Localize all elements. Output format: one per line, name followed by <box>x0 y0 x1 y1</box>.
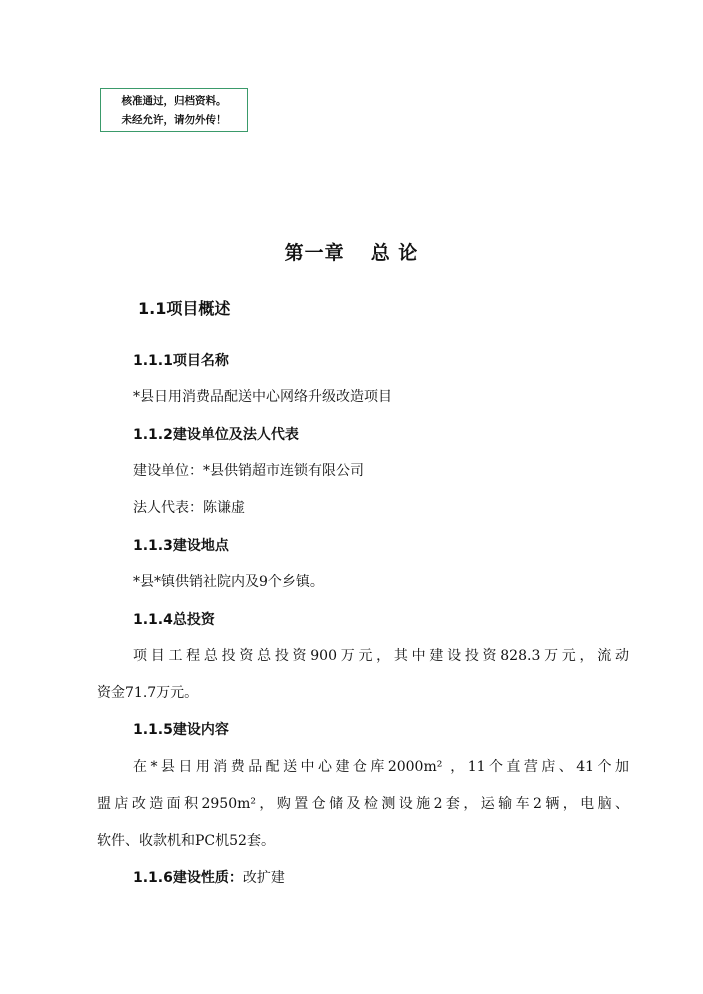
stamp-line-1: 核准通过，归档资料。 <box>121 95 227 107</box>
stamp-line-2: 未经允许，请勿外传！ <box>121 114 227 126</box>
location-text: *县*镇供销社院内及9个乡镇。 <box>133 574 324 590</box>
construction-unit-text: 建设单位：*县供销超市连锁有限公司 <box>133 463 364 479</box>
chapter-title <box>0 238 703 265</box>
project-name-text: *县日用消费品配送中心网络升级改造项目 <box>133 389 392 405</box>
construction-nature-value: 改扩建 <box>242 870 285 886</box>
content-line-1: 在*县日用消费品配送中心建仓库2000m² ，11个直营店、41个加 <box>133 759 629 775</box>
heading-1-1-6: 1.1.6建设性质： <box>133 870 243 886</box>
content-line-2: 盟店改造面积2950m²，购置仓储及检测设施2套，运输车2辆，电脑、 <box>97 796 629 812</box>
approval-stamp <box>100 88 248 132</box>
heading-1-1-5: 1.1.5建设内容 <box>133 722 229 738</box>
chapter-name: 总 论 <box>370 242 419 264</box>
heading-1-1-1: 1.1.1项目名称 <box>133 353 229 369</box>
content-line-3: 软件、收款机和PC机52套。 <box>97 833 275 849</box>
nature-line <box>133 867 285 887</box>
chapter-number: 第一章 <box>284 242 345 264</box>
section-heading: 1.1项目概述 <box>138 299 231 318</box>
investment-line-1: 项目工程总投资总投资900万元，其中建设投资828.3万元，流动 <box>133 648 629 664</box>
investment-line-2: 资金71.7万元。 <box>97 685 199 701</box>
legal-rep-text: 法人代表：陈谦虚 <box>133 500 245 516</box>
heading-1-1-3: 1.1.3建设地点 <box>133 538 229 554</box>
heading-1-1-2: 1.1.2建设单位及法人代表 <box>133 427 299 443</box>
heading-1-1-4: 1.1.4总投资 <box>133 612 215 628</box>
